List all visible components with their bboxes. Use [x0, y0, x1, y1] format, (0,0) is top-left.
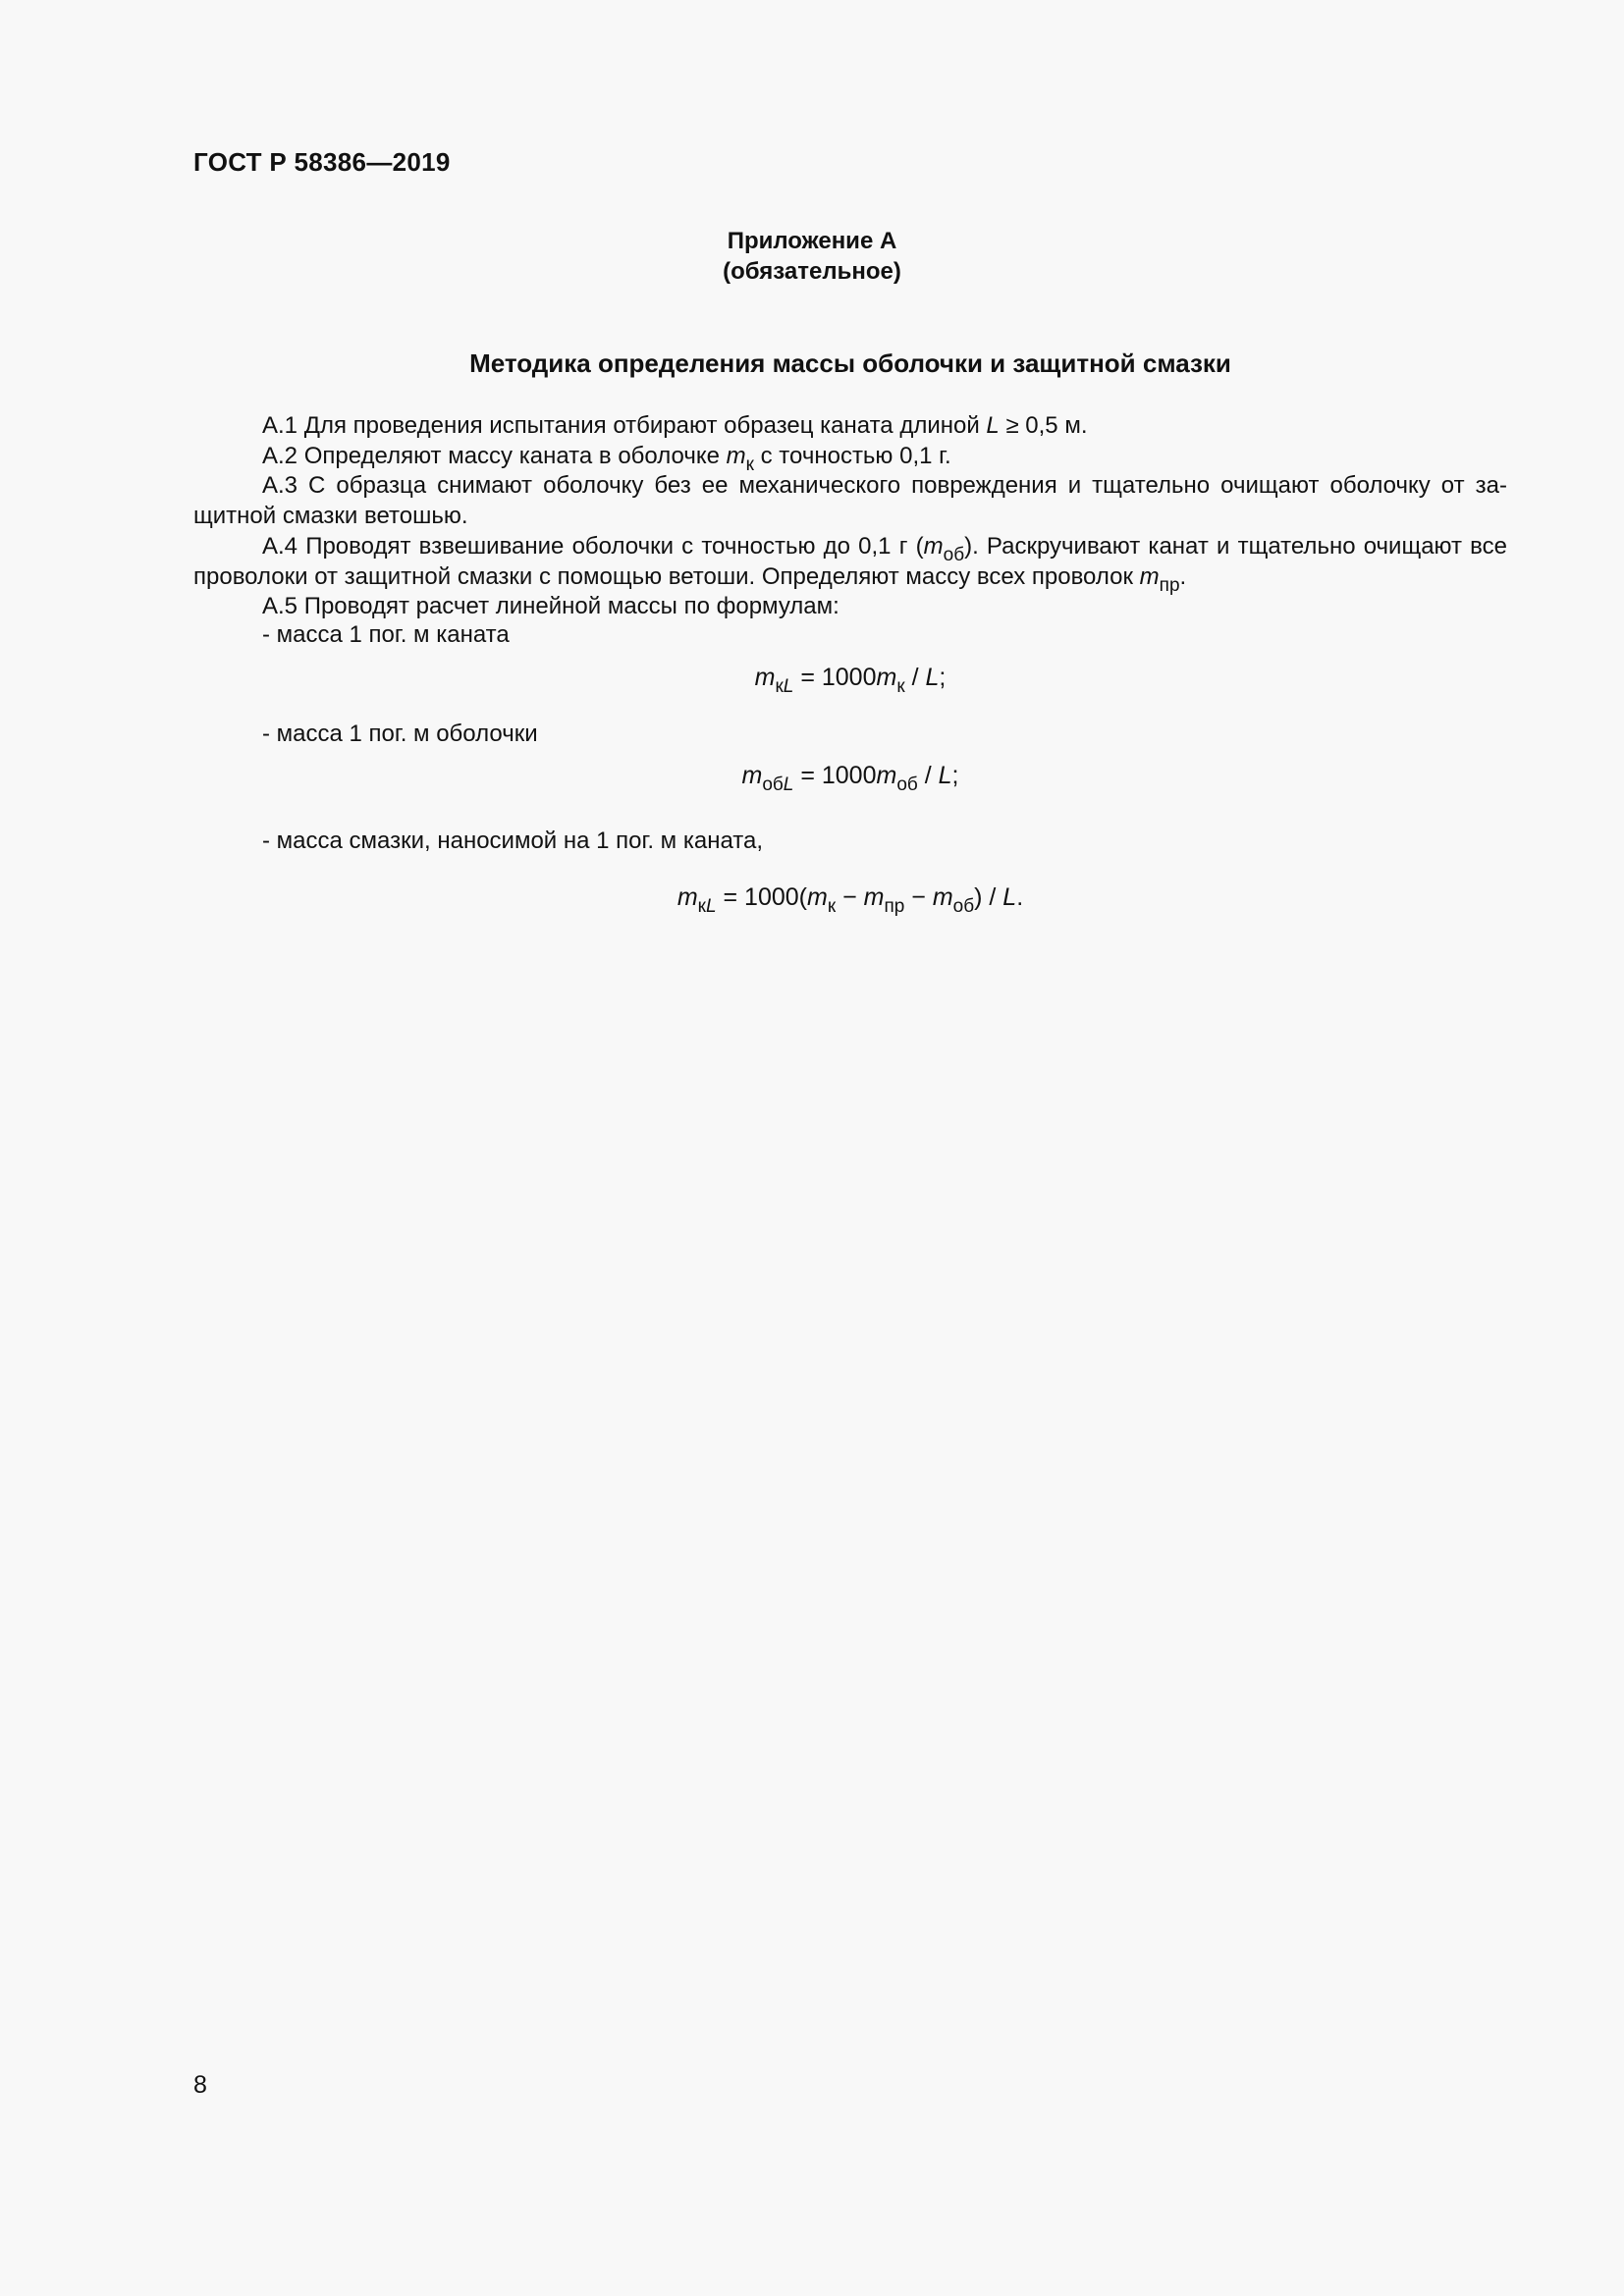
f3-end: .: [1016, 883, 1024, 911]
paragraph-a4: [193, 532, 1507, 596]
f2-l: L: [938, 762, 952, 789]
a4-sub2: пр: [1159, 574, 1180, 596]
f3-m-a: m: [807, 883, 828, 911]
a4-var-m1: m: [923, 532, 944, 560]
document-code: ГОСТ Р 58386—2019: [193, 147, 451, 177]
appendix-status: (обязательное): [723, 258, 901, 285]
a1-text-before: А.1 Для проведения испытания отбирают образец каната длиной: [262, 412, 987, 439]
page-number: 8: [193, 2071, 207, 2099]
item-grease-mass: - масса смазки, наносимой на 1 пог. м каната,: [262, 828, 764, 854]
formula-rope-linear-mass: [0, 664, 1624, 697]
a4-text-after: .: [1179, 562, 1187, 590]
paragraph-a3: А.3 С образца снимают оболочку без ее механического повреждения и тщательно очищают оболочку от за-щитной смазки ветошью.: [193, 472, 1507, 530]
f2-lhs-sub-var: L: [783, 774, 794, 795]
f2-end: ;: [951, 762, 959, 789]
a1-text-after: ≥ 0,5 м.: [999, 412, 1088, 439]
f2-rhs-sub: об: [896, 774, 918, 795]
f1-lhs-sub-var: L: [783, 676, 794, 697]
formula-grease-linear-mass: [0, 883, 1624, 917]
f3-sub-c: об: [952, 896, 975, 917]
f1-rhs-sub: к: [896, 676, 905, 697]
f2-rhs-m: m: [876, 762, 897, 789]
formula-sheath-linear-mass: [0, 762, 1624, 795]
f1-l: L: [925, 664, 940, 691]
section-title: Методика определения массы оболочки и защитной смазки: [469, 348, 1231, 378]
f3-minus-1: −: [836, 883, 864, 911]
a4-sub1: об: [943, 544, 965, 565]
f1-lhs-sub: [775, 676, 793, 697]
f2-div: /: [917, 762, 939, 789]
f2-lhs-sub-text: об: [762, 774, 784, 795]
appendix-heading: [0, 226, 1624, 287]
a2-text-after: с точностью 0,1 г.: [753, 442, 951, 469]
f3-m-b: m: [863, 883, 885, 911]
f1-lhs-m: m: [754, 664, 776, 691]
f3-lhs-sub: [698, 896, 717, 917]
f3-lhs-sub-text: к: [697, 896, 706, 917]
a2-sub: к: [745, 454, 754, 475]
f1-div: /: [904, 664, 926, 691]
item-rope-mass: - масса 1 пог. м каната: [262, 621, 510, 648]
body-text: [193, 411, 1507, 622]
appendix-title: Приложение А: [727, 228, 897, 254]
f3-close: ) /: [974, 883, 1003, 911]
a2-text-before: А.2 Определяют массу каната в оболочке: [262, 442, 727, 469]
f2-lhs-m: m: [741, 762, 763, 789]
f1-end: ;: [939, 664, 947, 691]
a4-text-before: А.4 Проводят взвешивание оболочки с точностью до 0,1 г (: [262, 532, 924, 560]
a4-var-m2: m: [1139, 562, 1160, 590]
f3-minus-2: −: [904, 883, 933, 911]
f1-lhs-sub-text: к: [775, 676, 784, 697]
a4-text-middle: ). Раскручивают канат и тщательно очищают все проволоки от защитной смазки с помощью ветоши. Определяют массу всех проволок: [193, 532, 1507, 590]
f3-sub-a: к: [827, 896, 837, 917]
f3-lhs-m: m: [677, 883, 698, 911]
paragraph-a2: [193, 442, 1507, 475]
f3-sub-b: пр: [884, 896, 905, 917]
f2-lhs-sub: [762, 774, 793, 795]
f3-l: L: [1002, 883, 1017, 911]
f1-rhs-m: m: [876, 664, 897, 691]
a1-var-l: L: [986, 412, 1000, 439]
a2-var-m: m: [726, 442, 746, 469]
paragraph-a1: [193, 411, 1507, 442]
item-sheath-mass: - масса 1 пог. м оболочки: [262, 721, 538, 747]
f2-eq: = 1000: [793, 762, 877, 789]
f1-eq: = 1000: [793, 664, 877, 691]
paragraph-a5: А.5 Проводят расчет линейной массы по формулам:: [262, 593, 839, 620]
f3-lhs-sub-var: L: [705, 896, 717, 917]
f3-eq: = 1000(: [716, 883, 807, 911]
f3-m-c: m: [932, 883, 953, 911]
